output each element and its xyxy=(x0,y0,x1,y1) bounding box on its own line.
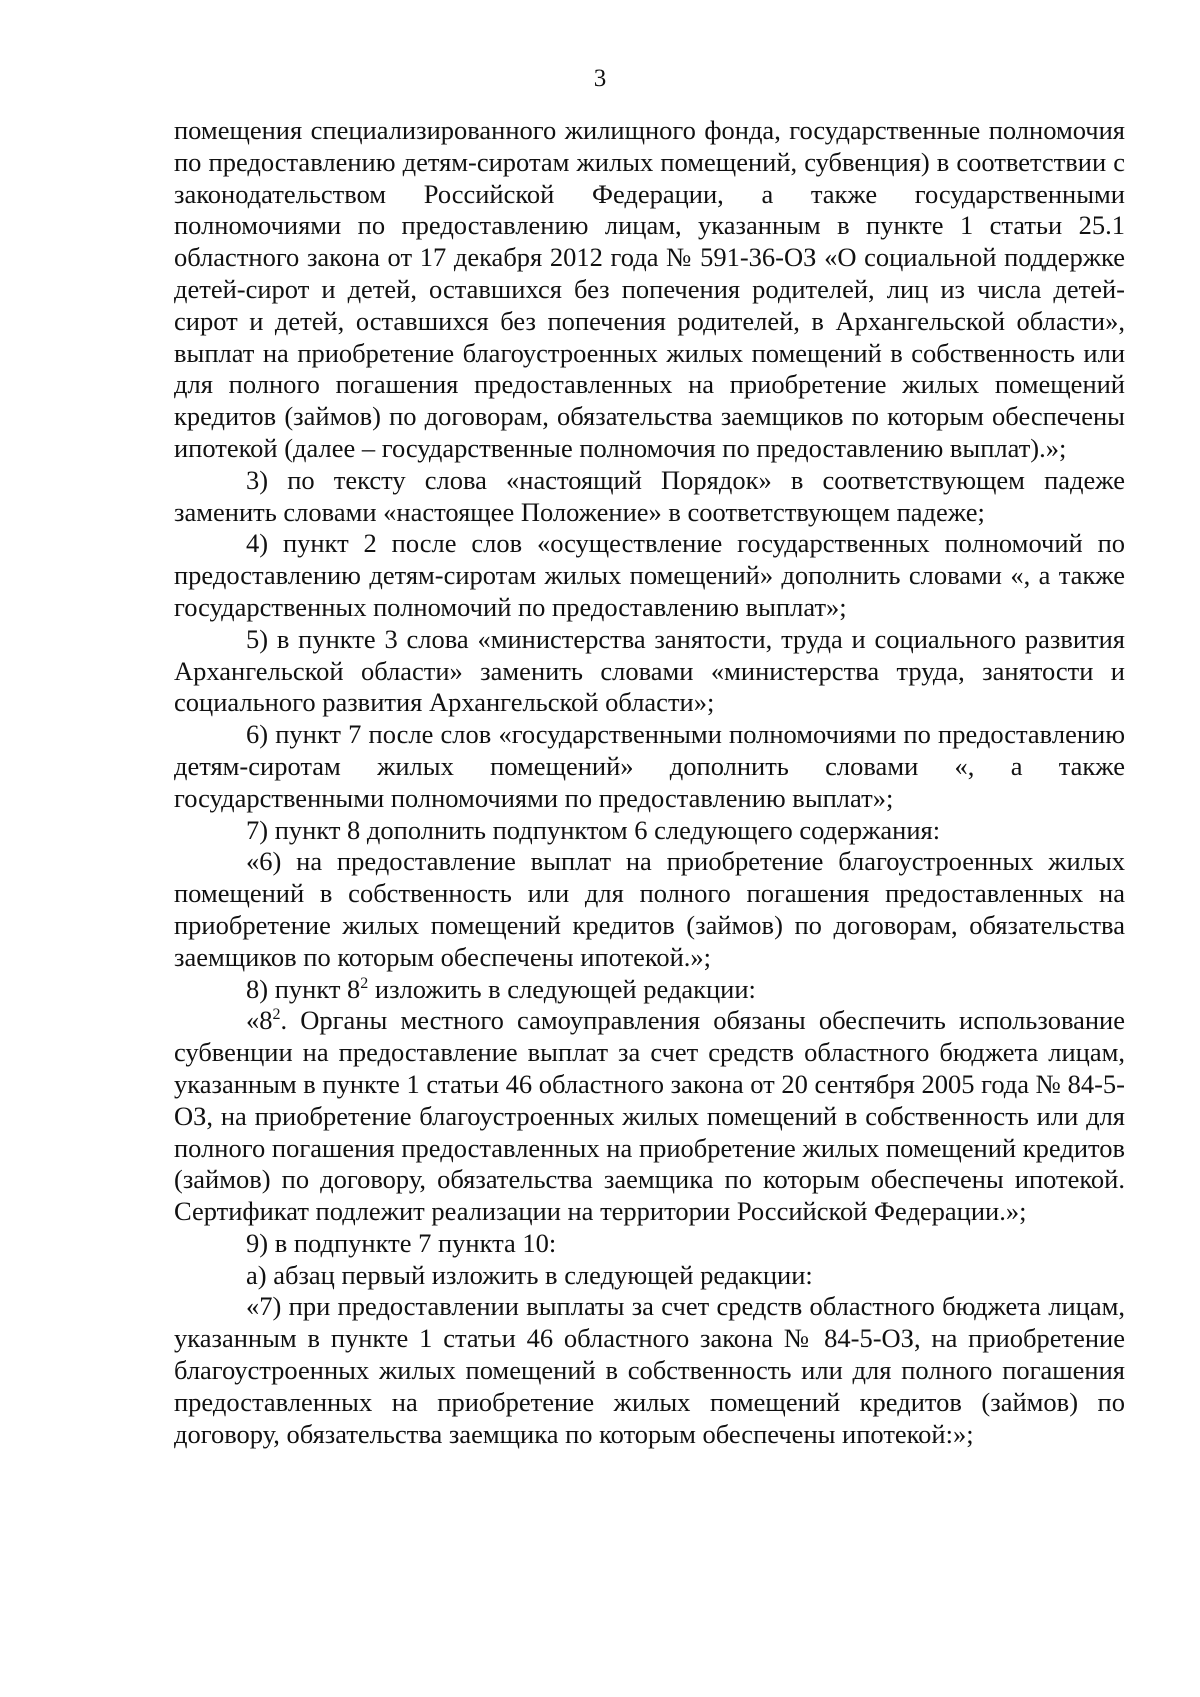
paragraph-item-5: 5) в пункте 3 слова «министерства занятости, труда и социального развития Архангельской области» заменить словами «министерства труда, занятости и социального развития Архангельской области»; xyxy=(174,623,1125,718)
paragraph-item-6: 6) пункт 7 после слов «государственными полномочиями по предоставлению детям-сиротам жилых помещений» дополнить словами «, а также государственными полномочиями по предоставлению выплат»; xyxy=(174,719,1125,813)
paragraph-item-8-before: 8) пункт 8 xyxy=(246,973,361,1004)
paragraph-quote-subitem-7: «7) при предоставлении выплаты за счет средств областного бюджета лицам, указанным в пункте 1 статьи 46 областного закона № 84-5-ОЗ, на приобретение благоустроенных жилых помещений в собственность или для полного погашения предоставленных на приобретение жилых помещений кредитов (займов) по договору, обязательства заемщика по которым обеспечены ипотекой:»; xyxy=(174,1291,1125,1449)
paragraph-quote-subitem-6: «6) на предоставление выплат на приобретение благоустроенных жилых помещений в собственность или для полного погашения предоставленных на приобретение жилых помещений кредитов (займов) по договорам, обязательства заемщиков по которым обеспечены ипотекой.»; xyxy=(174,846,1125,972)
paragraph-quote-point-8-2-after: . Органы местного самоуправления обязаны обеспечить использование субвенции на предоставление выплат за счет средств областного бюджета лицам, указанным в пункте 1 статьи 46 областного закона от 20 сентября 2005 года № 84-5-ОЗ, на приобретение благоустроенных жилых помещений в собственность или для полного погашения предоставленных на приобретение жилых помещений кредитов (займов) по договору, обязательства заемщика по которым обеспечены ипотекой. Сертификат подлежит реализации на территории Российской Федерации.»; xyxy=(174,1005,1125,1227)
paragraph-item-8-superscript: 2 xyxy=(360,974,369,992)
paragraph-quote-point-8-2 xyxy=(174,1005,1125,1228)
paragraph-item-9: 9) в подпункте 7 пункта 10: xyxy=(246,1227,557,1258)
page-number: 3 xyxy=(593,65,607,92)
paragraph-item-8 xyxy=(174,974,1125,1006)
paragraph-item-4: 4) пункт 2 после слов «осуществление государственных полномочий по предоставлению детям-сиротам жилых помещений» дополнить словами «, а также государственных полномочий по предоставлению выплат»; xyxy=(174,528,1125,622)
paragraph-quote-point-8-2-before: «8 xyxy=(246,1005,273,1036)
paragraph-item-3: 3) по тексту слова «настоящий Порядок» в соответствующем падеже заменить словами «настоящее Положение» в соответствующем падеже; xyxy=(174,464,1125,527)
paragraph-item-8-after: изложить в следующей редакции: xyxy=(368,973,756,1004)
paragraph-quote-point-8-2-superscript: 2 xyxy=(272,1006,281,1024)
paragraph-subitem-a: а) абзац первый изложить в следующей редакции: xyxy=(246,1259,813,1290)
document-body xyxy=(174,115,1125,1450)
paragraph-continuation: помещения специализированного жилищного фонда, государственные полномочия по предоставлению детям-сиротам жилых помещений, субвенция) в соответствии с законодательством Российской Федерации, а также государственными полномочиями по предоставлению лицам, указанным в пункте 1 статьи 25.1 областного закона от 17 декабря 2012 года № 591-36-ОЗ «О социальной поддержке детей-сирот и детей, оставшихся без попечения родителей, лиц из числа детей-сирот и детей, оставшихся без попечения родителей, в Архангельской области», выплат на приобретение благоустроенных жилых помещений в собственность или для полного погашения предоставленных на приобретение жилых помещений кредитов (займов) по договорам, обязательства заемщиков по которым обеспечены ипотекой (далее – государственные полномочия по предоставлению выплат).»; xyxy=(174,115,1125,463)
paragraph-item-7: 7) пункт 8 дополнить подпунктом 6 следующего содержания: xyxy=(246,814,941,845)
